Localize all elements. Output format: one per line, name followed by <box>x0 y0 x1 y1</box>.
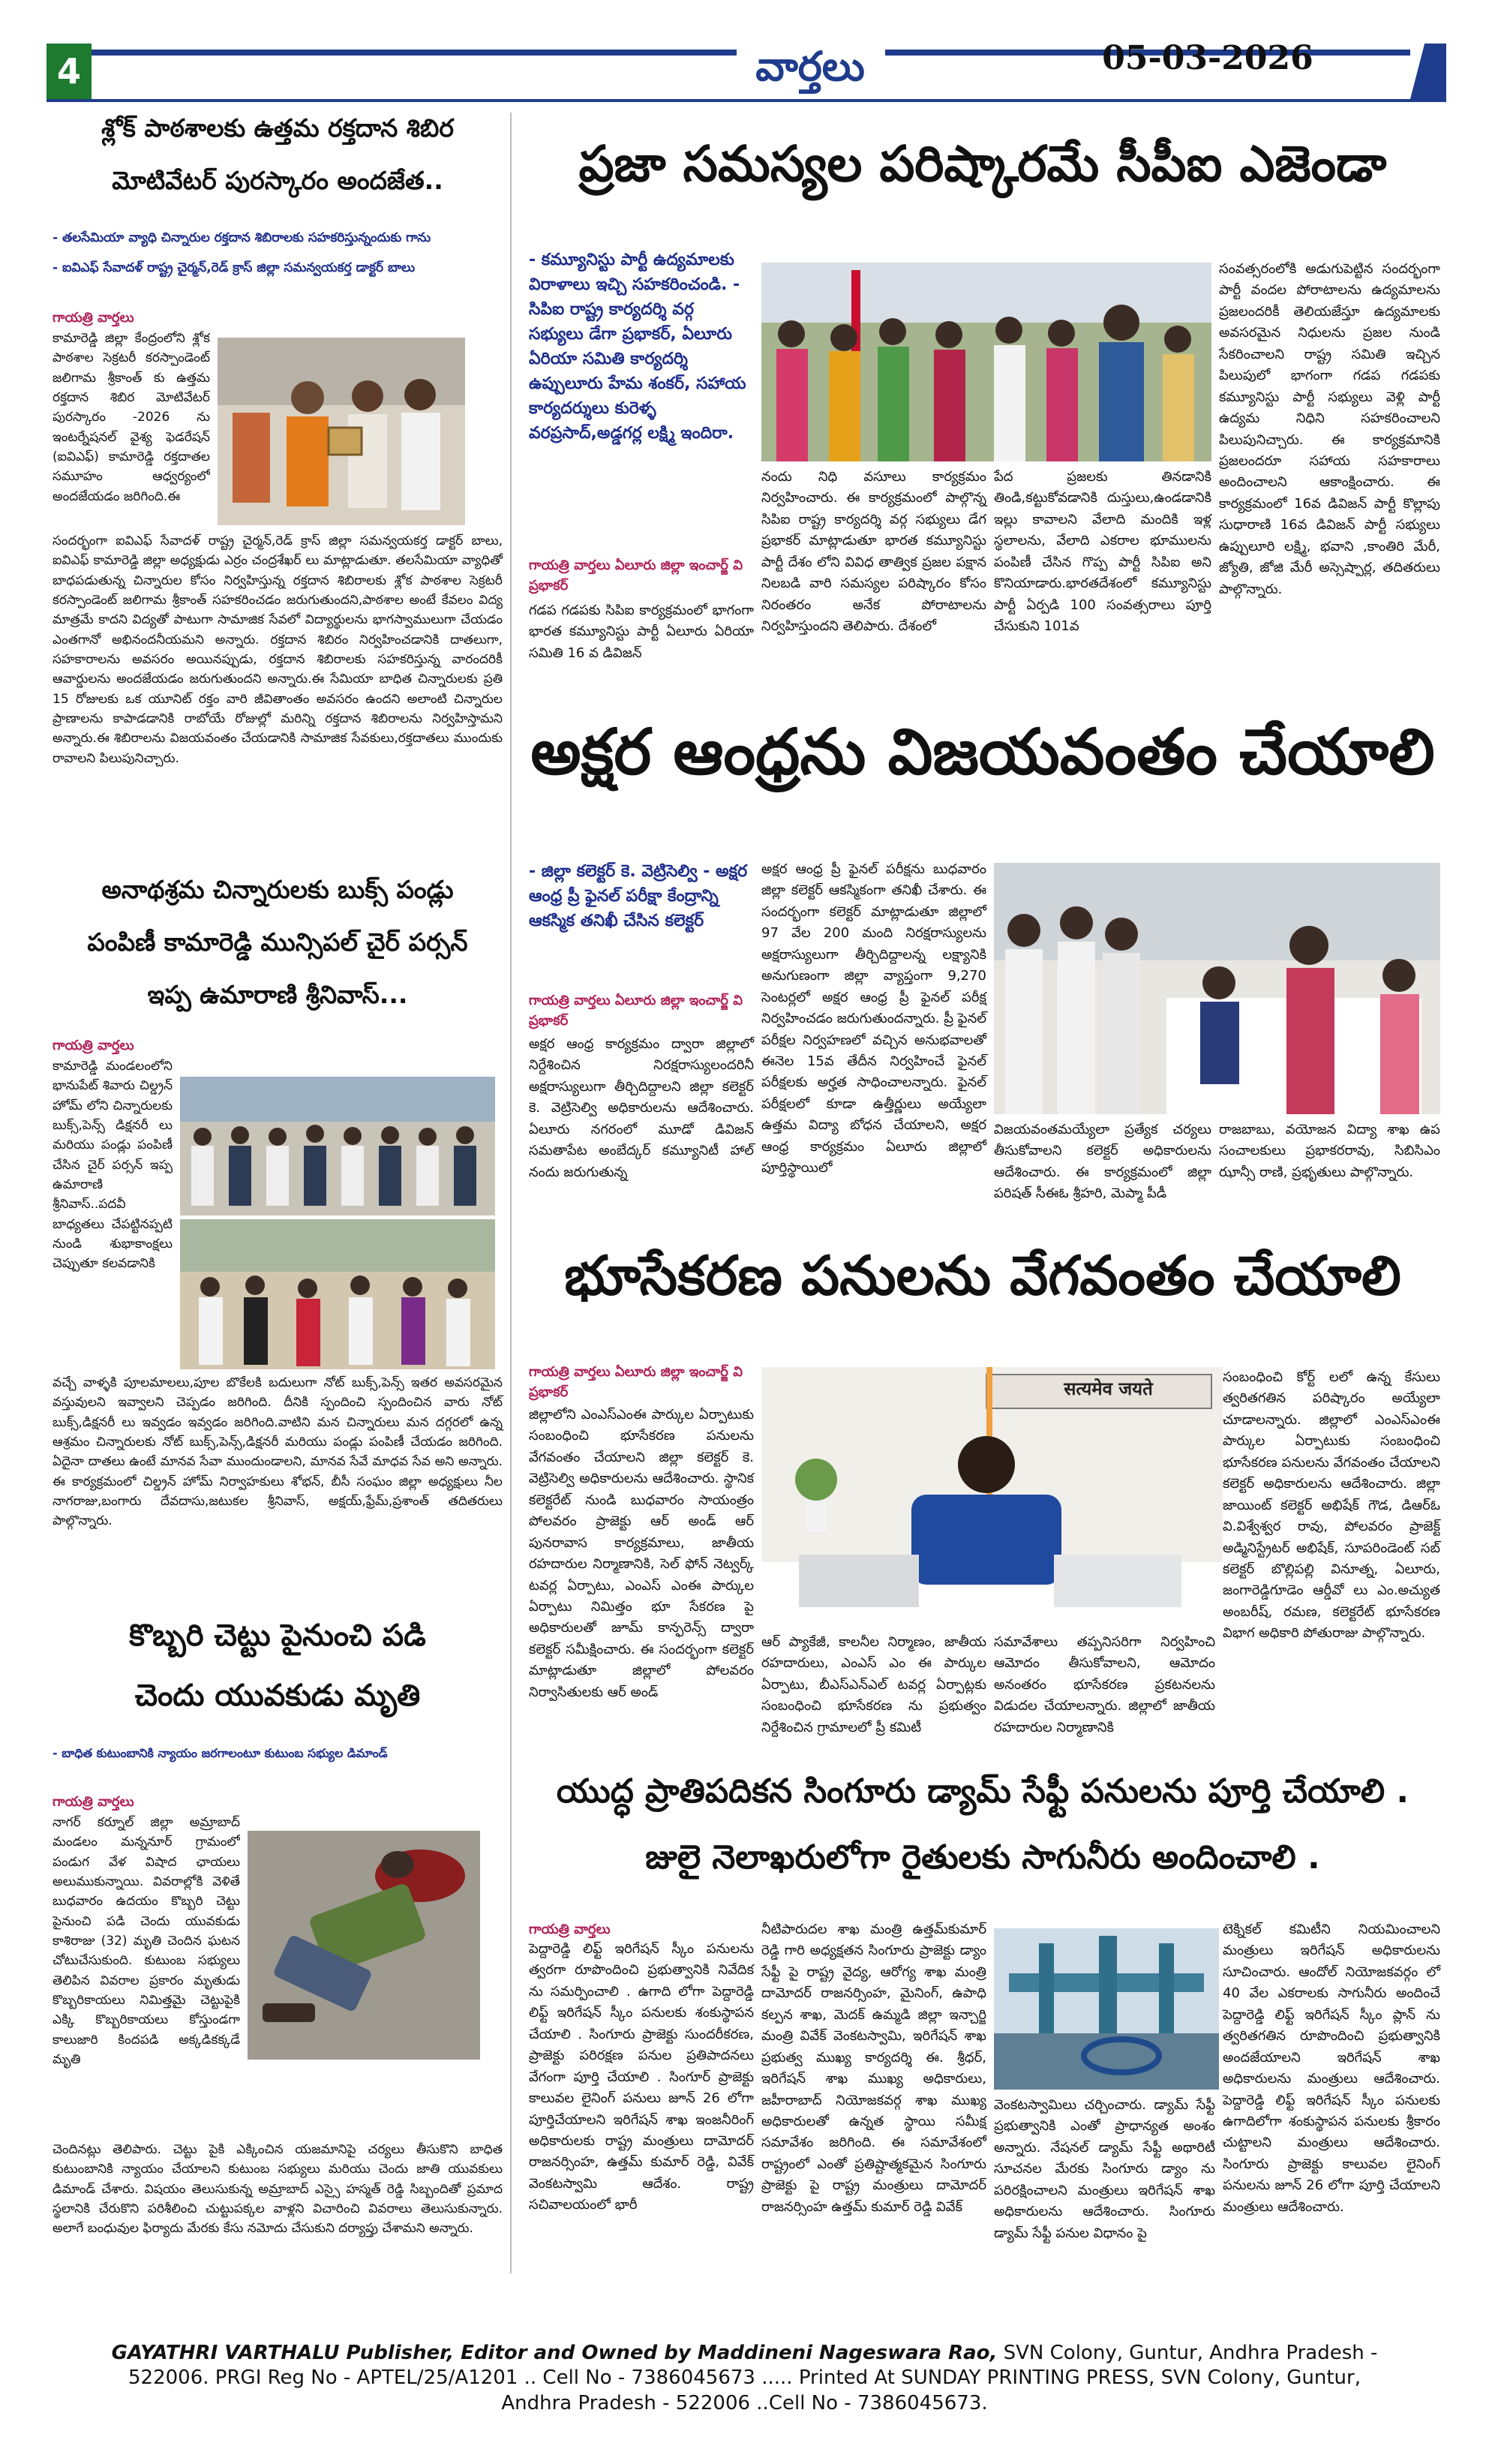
right-story4-col3: వెంకటస్వామిలు చర్చించారు. డ్యామ్ సేఫ్టీ ప్రభుత్వానికి ఎంతో ప్రాధాన్యత అంశం అన్నారు. నేషనల్ డ్యామ్ సేఫ్టీ అథారిటీ సూచనల మేరకు సింగూరు డ్యాం ను పరిరక్షించాలని మంత్రులు ఇరిగేషన్ శాఖ అధికారులను ఆదేశించారు. సింగూరు డ్యామ్ సేఫ్టీ పనుల విధానం పై <box>994 2097 1215 2241</box>
imprint-details: SVN Colony, Guntur, Andhra Pradesh - 522006. PRGI Reg No - APTEL/25/A1201 .. Cell No - 7386045673 ..... Printed At SUNDAY PRINTING PRESS, SVN Colony, Guntur, Andhra Pradesh - 522006 ..Cell No - 7386045673. <box>128 2342 1378 2414</box>
right-story4-byline: గాయత్రి వార్తలు <box>529 1922 611 1937</box>
right-story4-col2: నీటిపారుదల శాఖ మంత్రి ఉత్తమ్‌కుమార్ రెడ్డి గారి అధ్యక్షతన సింగూరు ప్రాజెక్టు డ్యాం సేఫ్టీ పై రాష్ట్ర వైద్య, ఆరోగ్య శాఖ మంత్రి దామోదర్ రాజనర్సింహ, మైనింగ్, ఉపాధి కల్పన శాఖ, మెదక్ ఉమ్మడి జిల్లా ఇన్చార్జి మంత్రి వివేక్ వెంకటస్వామి, ఇరిగేషన్ శాఖ ప్రభుత్వ ముఖ్య కార్యదర్శి ఈ. శ్రీధర్, ఇరిగేషన్ శాఖ ముఖ్య అధికారులు, జహీరాబాద్ నియోజకవర్గ శాఖ ముఖ్య అధికారులతో ఉన్నత స్థాయి సమీక్ష సమావేశం జరిగింది. ఈ సమావేశంలో రాష్ట్రంలో ఎంతో ప్రతిష్టాత్మకమైన సింగూరు ప్రాజెక్టు పై రాష్ట్ర మంత్రులు దామోదర్ రాజనర్సింహ ఉత్తమ్ కుమార్ రెడ్డి వివేక్ <box>761 1922 986 2215</box>
right-story3-col1: జిల్లాలోని ఎంఎస్ఎంఈ పార్కుల ఏర్పాటుకు సంబంధించి భూసేకరణ పనులను వేగవంతం చేయాలని జిల్లా కలెక్టర్ కె. వెట్రిసెల్వి అధికారులను ఆదేశించారు. స్థానిక కలెక్టరేట్ నుండి బుధవారం సాయంత్రం పోలవరం ప్రాజెక్టు ఆర్ అండ్ ఆర్ పునరావాస కార్యక్రమాలు, జాతీయ రహదారుల నిర్మాణానికి, సెల్ ఫోన్ నెట్వర్క్ టవర్ల ఏర్పాటు, ఎంఎస్ ఎంఈ పార్కుల ఏర్పాటు నిమిత్తం భూ సేకరణ పై అధికారులతో జూమ్ కాన్ఫరెన్స్ ద్వారా కలెక్టర్ సమీక్షించారు. ఈ సందర్భంగా కలెక్టర్ మాట్లాడుతూ జిల్లాలో పోలవరం నిర్వాసితులకు ఆర్ అండ్ <box>529 1407 754 1700</box>
right-story3-col2: ఆర్ ప్యాకేజీ, కాలనీల నిర్మాణం, జాతీయ రహదారులు, ఎంఎస్ ఎం ఈ పార్కుల ఏర్పాటు, బీఎస్ఎన్ఎల్ టవర్ల ఏర్పాట్లకు సంబంధించి భూసేకరణ ను ప్రభుత్వం నిర్దేశించిన గ్రామాలలో ప్రీ కమిటీ <box>761 1634 986 1735</box>
emblem-motto: सत्यमेव जयते <box>1064 1378 1153 1399</box>
accident-photo <box>248 1831 480 2060</box>
right-story3-col4: సంబంధించి కోర్ట్ లలో ఉన్న కేసులు త్వరితగతిన పరిష్కారం అయ్యేలా చూడాలన్నారు. జిల్లాలో ఎంఎస్ఎంఈ పార్కుల ఏర్పాటుకు సంబంధించి భూసేకరణ పనులను వేగవంతం చేయాలని కలెక్టర్ అధికారులను ఆదేశించారు. జిల్లా జాయింట్ కలెక్టర్ అభిషేక్ గౌడ, డిఆర్ఓ వి.విశ్వేశ్వర రావు, పోలవరం ప్రాజెక్ట్ అడ్మినిస్ట్రేటర్ అభిషేక్, సూపరిండెంట్ సబ్ కలెక్టర్ బొల్లిపల్లి వినూత్న, ఏలూరు, జంగారెడ్డిగూడెం ఆర్డీవో లు ఎం.అచ్యుత అంబరీష్, రమణ, కలెక్టరేట్ భూసేకరణ విభాగ అధికారి పోతురాజు పాల్గొన్నారు. <box>1223 1369 1440 1642</box>
right-story2-col4: రాజబాబు, వయోజన విద్యా శాఖ ఉప సంచాలకులు ప్రభాకరరావు, సిబిసిఎం ఝాన్సీ రాణి, ప్రభృతులు పాల్గొన్నారు. <box>1219 1122 1440 1180</box>
right-story1-col1: గడప గడపకు సిపిఐ కార్యక్రమంలో భాగంగా భారత కమ్యూనిస్టు పార్టీ ఏలూరు ఏరియా సమితి 16 వ డివిజన్ <box>529 602 754 661</box>
left-story1-byline: గాయత్రి వార్తలు <box>53 310 134 326</box>
right-story2-col2: అక్షర ఆంధ్ర ప్రీ ఫైనల్ పరీక్షను బుధవారం జిల్లా కలెక్టర్ ఆకస్మికంగా తనిఖీ చేశారు. ఈ సందర్భంగా కలెక్టర్ మాట్లాడుతూ జిల్లాలో 97 వేల 200 మంది నిరక్షరాస్యులను అక్షరాస్యులుగా తీర్చిదిద్దాలన్న లక్ష్యానికి అనుగుణంగా జిల్లా వ్యాప్తంగా 9,270 సెంటర్లలో అక్షర ఆంధ్ర ప్రీ ఫైనల్ పరీక్ష నిర్వహించడం జరుగుతుందన్నారు. ప్రీ ఫైనల్ పరీక్షల నిర్వహణలో వచ్చిన అనుభవాలతో ఈనెల 15వ తేదీన నిర్వహించే ఫైనల్ పరీక్షలకు అర్హత సాధించాలన్నారు. ఫైనల్ పరీక్షలలో కూడా ఉత్తీర్ణులు అయ్యేలా ఉత్తమ విద్యా బోధన చేయాలని, అక్షర ఆంధ్ర కార్యక్రమం ఏలూరు జిల్లాలో పూర్తిస్థాయిలో <box>761 861 986 1176</box>
right-story2-col1: అక్షర ఆంధ్ర కార్యక్రమం ద్వారా జిల్లాలో నిర్దేశించిన నిరక్షరాస్యులందరినీ అక్షరాస్యులుగా తీర్చిదిద్దాలని జిల్లా కలెక్టర్ కె. వెట్రిసెల్వి అధికారులను ఆదేశించారు. ఏలూరు నగరంలో మూడో డివిజన్ సమతాపేట అంబేద్కర్ కమ్యూనిటీ హాల్ నందు జరుగుతున్న <box>529 1036 754 1180</box>
dam-photo <box>994 1928 1219 2090</box>
left-story1-headline-1: శ్లోక్ పాఠశాలకు ఉత్తమ రక్తదాన శిబిర <box>101 113 454 143</box>
right-story1-sub: - కమ్యూనిస్టు పార్టీ ఉద్యమాలకు విరాళాలు ఇచ్చి సహకరించండి. - సిపిఐ రాష్ట్ర కార్యదర్శి వర్గ సభ్యులు డేగా ప్రభాకర్, ఏలూరు ఏరియా సమితి కార్యదర్శి ఉప్పులూరు హేమ శంకర్, సహాయ కార్యదర్శులు కురెళ్ళ వరప్రసాద్,అడ్డగర్ల లక్ష్మి ఇందిరా. <box>529 251 746 443</box>
right-story2-sub: - జిల్లా కలెక్టర్ కె. వెట్రిసెల్వి - అక్షర ఆంధ్ర ప్రీ ఫైనల్ పరీక్షా కేంద్రాన్ని ఆకస్మిక తనిఖీ చేసిన కలెక్టర్ <box>529 862 748 930</box>
newspaper-logo: వార్తలు <box>755 42 865 90</box>
left-story1-body-wide: సందర్భంగా ఐవిఎఫ్ సేవాదళ్ రాష్ట్ర చైర్మన్,రెడ్ క్రాస్ జిల్లా సమన్వయకర్త డాక్టర్ బాలు, ఐవిఎఫ్ కామారెడ్డి జిల్లా అధ్యక్షుడు ఎర్రం చంద్రశేఖర్ లు మాట్లాడుతూ. తలసేమియా వ్యాధితో బాధపడుతున్న చిన్నారుల కోసం నిర్వహిస్తున్న రక్తదాన శిబిరాలకు శ్లోక పాఠశాల సెక్రటరీ కరస్పాండెంట్ జలిగామ శ్రీకాంత్ సహకరించడం జరుగుతుందని,పాఠశాల అంటే కేవలం విద్య మాత్రమే కాదని విద్యతో పాటుగా సామాజిక సేవలో విద్యార్థులను భాగస్వాములుగా చేయడం ఎంతగానో అభినందనీయమని అన్నారు. రక్తదాన శిబిరం నిర్వహించడానికి దాతలుగా, సహకారాలను అవసరం అయినప్పుడు, రక్తదాన శిబిరాలకు సహకరిస్తున్న వారందరికీ ఆవార్డులను అందజేయడం జరుగుతుందని అన్నారు.ఈ సేమియా బాధిత చిన్నారులకు ప్రతి 15 రోజులకు ఒక యూనిట్ రక్తం వారి జీవితాంతం అవసరం ఉందని అలాంటి చిన్నారుల ప్రాణాలను కాపాడడానికి రాబోయే రోజుల్లో మరిన్ని రక్తదాన శిబిరాలను నిర్వహిస్తామని అన్నారు.ఈ శిబిరాలను విజయవంతం చేయడానికి సామాజిక సేవకులు,రక్తదాతలు ముందుకు రావాలని పిలుపునిచ్చారు. <box>53 533 503 766</box>
orphanage-photo-1 <box>180 1077 495 1215</box>
left-story2-byline: గాయత్రి వార్తలు <box>53 1038 134 1053</box>
right-story1-col4: సంవత్సరంలోకి అడుగుపెట్టిన సందర్భంగా పార్టీ వందల పోరాటాలను ఉద్యమాలను ప్రజలందరికీ తెలియజేస్తూ ఉద్యమాలకు అవసరమైన నిధులను ప్రజల నుండి సేకరించాలని రాష్ట్ర సమితి ఇచ్చిన పిలుపులో భాగంగా గడప గడపకు కమ్యూనిస్టు పార్టీ సభ్యులు వెళ్లి పార్టీ ఉద్యమ నిధిని సహకరించాలని పిలుపునిచ్చారు. ఈ కార్యక్రమానికి ప్రజలందరూ సహాయ సహకారాలు అందించాలని ఆకాంక్షించారు. ఈ కార్యక్రమంలో 16వ డివిజన్ పార్టీ కొల్లాపు సుధారాణి 16వ డివిజన్ పార్టీ సభ్యులు ఉప్పులూరి లక్ష్మి, భవాని ,కాంతిరి మేరీ, జ్యోతి, జోజి మేరీ అస్సెష్పార్ల, తదితరులు పాల్గొన్నారు. <box>1219 261 1440 597</box>
right-story4-col4: టెక్నికల్ కమిటీని నియమించాలని మంత్రులు ఇరిగేషన్ అధికారులను సూచించారు. ఆందోల్ నియోజకవర్గం లో 40 వేల ఎకరాలకు సాగునీరు అందించే పెద్దారెడ్డి లిఫ్ట్ ఇరిగేషన్ స్కీం ప్లాన్ ను త్వరితగతిన రూపొందించి ప్రభుత్వానికి అందజేయాలని ఇరిగేషన్ శాఖ అధికారులను మంత్రులు ఆదేశించారు. పెద్దారెడ్డి లిఫ్ట్ ఇరిగేషన్ స్కీం పనులకు ఉగాదిలోగా శంకుస్థాపన పనులకు శ్రీకారం చుట్టాలని మంత్రులు ఆదేశించారు. సింగూరు ప్రాజెక్టు కాలువల లైనింగ్ పనులను జూన్ 26 లోగా పూర్తి చేయాలని మంత్రులు ఆదేశించారు. <box>1223 1922 1440 2215</box>
right-story4-headline-2: జులై నెలాఖరులోగా రైతులకు సాగునీరు అందించాలి . <box>645 1838 1320 1877</box>
left-story1-sub-1: - తలసేమియా వ్యాధి చిన్నారుల రక్తదాన శిబిరాలకు సహకరిస్తున్నందుకు గాను <box>53 230 431 245</box>
right-story2-headline: అక్షర ఆంధ్రను విజయవంతం చేయాలి <box>530 715 1435 789</box>
orphanage-photo-2 <box>180 1219 495 1369</box>
left-story3-sub: - బాధిత కుటుంబానికి న్యాయం జరగాలంటూ కుటుంబ సభ్యుల డిమాండ్ <box>53 1746 388 1760</box>
collector-inspection-photo <box>994 863 1440 1114</box>
left-story3-headline-1: కొబ్బరి చెట్టు పైనుంచి పడి <box>129 1618 426 1653</box>
right-story1-headline: ప్రజా సమస్యల పరిష్కారమే సీపీఐ ఎజెండా <box>578 135 1387 193</box>
column-divider <box>510 113 512 2273</box>
left-story2-body-narrow: కామారెడ్డి మండలంలోని భానుపేట్ శివారు చిల్డ్రన్ హోమ్ లోని చిన్నారులకు బుక్స్,పెన్స్ డిక్షనరీ లు మరియు పండ్లు పంపిణీ చేసిన చైర్ పర్సన్ ఇప్ప ఉమారాణి శ్రీనివాస్..పదవీ బాధ్యతలు చేపట్టినప్పటి నుండి శుభాకాంక్షలు చెప్పుతూ కలవడానికి <box>53 1059 173 1272</box>
left-story3-byline: గాయత్రి వార్తలు <box>53 1794 134 1810</box>
right-story2-col3: విజయవంతమయ్యేలా ప్రత్యేక చర్యలు తీసుకోవాలని కలెక్టర్ అధికారులను ఆదేశించారు. ఈ కార్యక్రమంలో జిల్లా పరిషత్ సీఈఓ శ్రీహరి, మెప్మా పీడీ <box>994 1122 1211 1202</box>
imprint-footer <box>98 2341 1391 2416</box>
masthead-underline <box>47 99 1446 102</box>
right-story3-headline: భూసేకరణ పనులను వేగవంతం చేయాలి <box>564 1244 1401 1307</box>
left-story2-headline-1: అనాథశ్రమ చిన్నారులకు బుక్స్ పండ్లు <box>101 875 454 904</box>
left-story1-headline-2: మోటివేటర్ పురస్కారం అందజేత.. <box>112 166 443 195</box>
right-story4-headline-1: యుద్ధ ప్రాతిపదికన సింగూరు డ్యామ్ సేఫ్టీ పనులను పూర్తి చేయాలి . <box>556 1772 1409 1810</box>
award-photo <box>218 338 465 525</box>
left-story2-headline-3: ఇప్ప ఉమారాణి శ్రీనివాస్... <box>147 980 408 1009</box>
cpi-photo <box>761 263 1211 461</box>
left-story1-body-narrow: కామారెడ్డి జిల్లా కేంద్రంలోని శ్లోక పాఠశాల సెక్రటరీ కరస్పాండెంట్ జలిగామ శ్రీకాంత్ కు ఉత్తమ రక్తదాన శిబిర మోటివేటర్ పురస్కారం -2026 ను ఇంటర్నేషనల్ వైశ్య ఫెడరేషన్ (ఐవిఎఫ్) కామారెడ్డి రక్తదాతల సమూహం ఆధ్వర్యంలో అందజేయడం జరిగింది.ఈ <box>53 331 210 504</box>
right-story4-col1: పెద్దారెడ్డి లిఫ్ట్ ఇరిగేషన్ స్కీం పనులను త్వరగా రూపొందించి ప్రభుత్వానికి నివేదిక ను సమర్పించాలి . ఉగాది లోగా పెద్దారెడ్డి లిఫ్ట్ ఇరిగేషన్ స్కీం పనులకు శంకుస్థాపన చేయాలి . సింగూరు ప్రాజెక్టు సుందరీకరణ, ప్రాజెక్టు పరిరక్షణ పనుల ప్రతిపాదనలు వేగంగా పూర్తి చేయాలి . సింగూర్ ప్రాజెక్టు కాలువల లైనింగ్ పనులు జూన్ 26 లోగా పూర్తిచేయాలని ఇరిగేషన్ శాఖ ఇంజనీరింగ్ అధికారులకు రాష్ట్ర మంత్రులు దామోదర్ రాజనర్సింహ, ఉత్తమ్ కుమార్ రెడ్డి, వివేక్ వెంకటస్వామి ఆదేశం. రాష్ట్ర సచివాలయంలో భారీ <box>529 1941 754 2213</box>
imprint-publisher: GAYATHRI VARTHALU Publisher, Editor and Owned by Maddineni Nageswara Rao, <box>111 2342 998 2364</box>
right-story2-byline: గాయత్రి వార్తలు ఏలూరు జిల్లా ఇంచార్జ్ వి ప్రభాకర్ <box>529 993 743 1029</box>
left-story1-sub-2: - ఐవిఎఫ్ సేవాదళ్ రాష్ట్ర చైర్మన్,రెడ్ క్రాస్ జిల్లా సమన్వయకర్త డాక్టర్ బాలు <box>53 260 416 275</box>
masthead-rule-left <box>92 50 737 56</box>
masthead-corner <box>1410 44 1446 99</box>
left-story3-body-narrow: నాగర్ కర్నూల్ జిల్లా అమ్రాబాద్ మండలం మన్ననూర్ గ్రామంలో పండుగ వేళ విషాద ఛాయలు అలుముకున్నాయి. వివరాల్లోకి వెళితే బుధవారం ఉదయం కొబ్బరి చెట్టు పైనుంచి పడి చెందు యువకుడు కాశిరాజు (32) మృతి చెందిన ఘటన చోటుచేసుకుంది. కుటుంబ సభ్యులు తెలిపిన వివరాల ప్రకారం మృతుడు కొబ్బరికాయలు నిమిత్తమై చెట్టుపైకి ఎక్కి కొబ్బరికాయలు కోస్తుండగా కాలుజారి కిందపడి అక్కడికక్కడే మృతి <box>53 1815 240 2068</box>
right-story3-col3: సమావేశాలు తప్పనిసరిగా నిర్వహించి ఆమోదం తీసుకోవాలని, ఆమోదం అనంతరం భూసేకరణ ప్రకటనలను విడుదల చేయాలన్నారు. జిల్లాలో జాతీయ రహదారుల నిర్మాణానికి <box>994 1634 1215 1735</box>
collector-conference-photo <box>761 1367 1223 1626</box>
left-story2-body-wide: వచ్చే వాళ్ళకి పూలమాలలు,పూల బొకేలకి బదులుగా నోట్ బుక్స్,పెన్స్ ఇతర అవసరమైన వస్తువులని ఇవ్వాలని చెప్పడం జరిగింది. దీనికి స్పందించి స్పందించిన వారు నోట్ బుక్స్,డిక్షనరీ లు ఇవ్వడం ఇవ్వడం జరిగింది.వాటిని మన చిన్నారులు మన దగ్గరలో ఉన్న ఆశ్రమం చిన్నారులకు నోట్ బుక్స్,పెన్స్,డిక్షనరీ మరియు పండ్లు పంపిణీ చేయడం జరిగింది. ఏదైనా దాతలు ఉంటే మానవ సేవా ముందుండాలని, మానవ సేవే మాధవ సేవ అని అన్నారు. ఈ కార్యక్రమంలో చిల్డ్రన్ హోమ్ నిర్వాహకులు శోభన్, బీసీ సంఘం జిల్లా అధ్యక్షులు నీల నాగరాజు,బంగారు దేవదాసు,జటుకల శ్రీనివాస్, అక్షయ్,ఫ్రేమ్,ప్రశాంత్ తదితరులు పాల్గొన్నారు. <box>53 1375 503 1529</box>
left-story3-headline-2: చెందు యువకుడు మృతి <box>134 1678 421 1713</box>
right-story3-byline: గాయత్రి వార్తలు ఏలూరు జిల్లా ఇంచార్జ్ వి ప్రభాకర్ <box>529 1364 743 1400</box>
right-story1-byline: గాయత్రి వార్తలు ఏలూరు జిల్లా ఇంచార్జ్ వి ప్రభాకర్ <box>529 557 743 593</box>
issue-date: 05-03-2026 <box>1102 39 1313 77</box>
page-number: 4 <box>47 44 92 99</box>
left-story2-headline-2: పంపిణీ కామారెడ్డి మున్సిపల్ చైర్ పర్సన్ <box>87 927 468 957</box>
left-story3-body-wide: చెందినట్లు తెలిపారు. చెట్టు పైకి ఎక్కించిన యజమానిపై చర్యలు తీసుకొని బాధిత కుటుంబానికి న్యాయం చేయాలని కుటుంబ సభ్యులు మరియు చెందు జాతి యువకులు డిమాండ్ చేశారు. విషయం తెలుసుకున్న అమ్రాబాద్ ఎస్సై హస్మత్ రెడ్డి సిబ్బందితో ప్రమాద స్థలానికి చేరుకొని పరిశీలించి చుట్టుపక్కల వాళ్లని విచారించి వివరాలు తెలుసుకున్నారు. అలాగే బంధువుల ఫిర్యాదు మేరకు కేసు నమోదు చేసుకుని దర్యాప్తు చేశామని అన్నారు. <box>53 2142 503 2237</box>
right-story1-col2: నందు నిధి వసూలు కార్యక్రమం నిర్వహించారు. ఈ కార్యక్రమంలో పాల్గొన్న సిపిఐ రాష్ట్ర కార్యదర్శి వర్గ సభ్యులు డేగ ప్రభాకర్ మాట్లాడుతూ భారత కమ్యూనిస్టు పార్టీ దేశం లోని వివిధ తాత్విక ప్రజల పక్షాన నిలబడి వారి సమస్యల పరిష్కారం కోసం నిరంతరం అనేక పోరాటాలను నిర్వహిస్తుందని తెలిపారు. దేశంలో <box>761 469 986 635</box>
right-story1-col3: పేద ప్రజలకు తినడానికి తిండి,కట్టుకోవడానికి దుస్తులు,ఉండడానికి ఇల్లు కావాలని వేలాది మందికి ఇళ్ల స్థలాలను, వేలాది ఎకరాల భూములను పంపిణీ చేసిన గొప్ప పార్టీ సిపిఐ అని కొనియాడారు.భారతదేశంలో కమ్యూనిస్టు పార్టీ ఏర్పడి 100 సంవత్సరాలు పూర్తి చేసుకుని 101వ <box>994 469 1211 635</box>
